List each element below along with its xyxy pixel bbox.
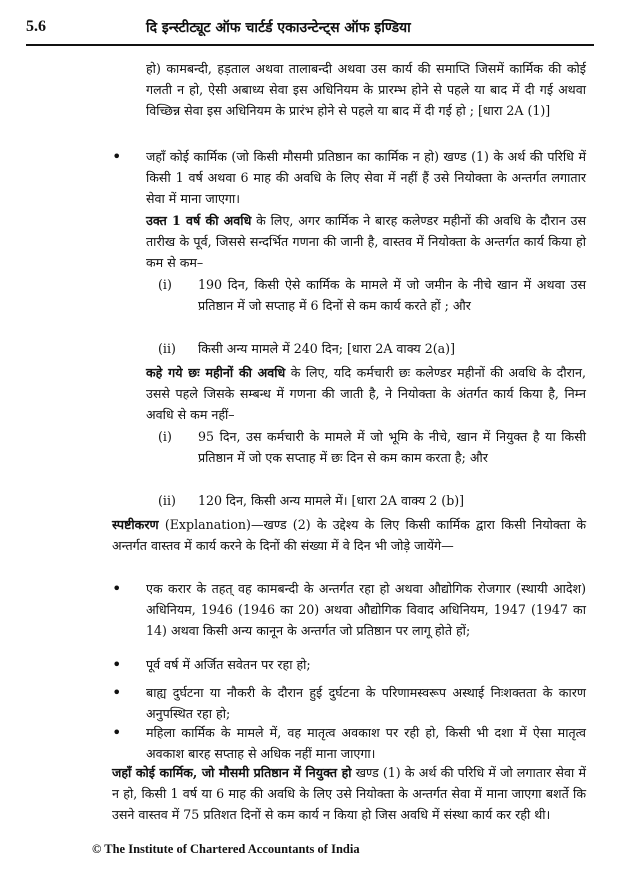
paragraph-seasonal-establishment [112,762,586,825]
bullet-marker: • [112,579,122,598]
list-item: 190 दिन, किसी ऐसे कार्मिक के मामले में जो जमीन के नीचे खान में अथवा उस प्रतिष्ठान में जो सप्ताह में 6 दिनों से कम कार्य करते हों ; और [198,277,586,313]
bullet-marker: • [112,147,122,166]
paragraph-text: के लिए, यदि कर्मचारी छः कलेण्डर महीनों की अवधि के दौरान, उससे पहले जिसके सम्बन्ध में गणना की जाती है, ने नियोक्ता के अंतर्गत कार्य किया है, निम्न अवधि से कम नहीं– [146,365,586,422]
bullet-marker: • [112,683,122,702]
header-rule [26,44,594,46]
page-number: 5.6 [26,18,46,35]
bullet-item: महिला कार्मिक के मामले में, वह मातृत्व अवकाश पर रही हो, किसी भी दशा में ऐसा मातृत्व अवकाश बारह सप्ताह से अधिक नहीं माना जाएगा। [146,725,586,761]
bold-term: जहाँ कोई कार्मिक, जो मौसमी प्रतिष्ठान में नियुक्त हो [112,765,352,780]
list-marker: (i) [158,277,172,292]
list-marker: (ii) [158,341,176,356]
bullet-item: पूर्व वर्ष में अर्जित सवेतन पर रहा हो; [146,657,311,672]
bullet-item: बाह्य दुर्घटना या नौकरी के दौरान हुई दुर्घटना के परिणामस्वरूप अस्थाई निःशक्तता के कारण अनुपस्थित रहा हो; [146,685,586,721]
bold-term: उक्त 1 वर्ष की अवधि [146,213,252,228]
paragraph-text: (Explanation)—खण्ड (2) के उद्देश्य के लिए किसी कार्मिक द्वारा किसी नियोक्ता के अन्तर्गत वास्तव में कार्य करने के दिनों की संख्या में वे दिन भी जोड़े जायेंगे— [112,517,586,553]
copyright-footer: © The Institute of Chartered Accountants of India [92,842,360,856]
paragraph-six-month-period [146,362,586,425]
bullet-item: एक करार के तहत् वह कामबन्दी के अन्तर्गत रहा हो अथवा औद्योगिक रोजगार (स्थायी आदेश) अधिनियम, 1946 (1946 का 20) अथवा औद्योगिक विवाद अधिनियम, 1947 (1947 का 14) अथवा किसी अन्य कानून के अन्तर्गत जो प्रतिष्ठान पर लागू होते हों; [146,581,586,638]
paragraph-one-year-period [146,210,586,273]
running-title: दि इन्स्टीट्यूट ऑफ चार्टर्ड एकाउन्टेन्ट्स ऑफ इण्डिया [146,20,411,36]
paragraph-text: खण्ड (1) के अर्थ की परिधि में जो लगातार सेवा में न हो, किसी 1 वर्ष या 6 माह की अवधि के लिए उसे नियोक्ता के अन्तर्गत सेवा में माना जाएगा बशर्ते कि उसने वास्तव में 75 प्रतिशत दिनों से कम कार्य न किया हो जिस अवधि में संस्था कार्य कर रही थी। [112,765,587,822]
list-item: 95 दिन, उस कर्मचारी के मामले में जो भूमि के नीचे, खान में नियुक्त है या किसी प्रतिष्ठान में जो एक सप्ताह में छः दिन से कम काम करता है; और [198,429,586,465]
bold-term: स्पष्टीकरण [112,517,159,532]
bullet-marker: • [112,655,122,674]
bold-term: कहे गये छः महीनों की अवधि [146,365,286,380]
list-marker: (ii) [158,493,176,508]
list-item: किसी अन्य मामले में 240 दिन; [धारा 2A वाक्य 2(a)] [198,341,455,356]
list-item: 120 दिन, किसी अन्य मामले में। [धारा 2A वाक्य 2 (b)] [198,493,465,508]
paragraph-explanation [112,514,586,556]
paragraph-text: के लिए, अगर कार्मिक ने बारह कलेण्डर महीनों की अवधि के दौरान उस तारीख के पूर्व, जिससे सन्दर्भित गणना की जानी है, वास्तव में नियोक्ता के अन्तर्गत कार्य किया हो कम से कम– [146,213,586,270]
list-marker: (i) [158,429,172,444]
bullet-marker: • [112,723,122,742]
paragraph-continued: हो) कामबन्दी, हड़ताल अथवा तालाबन्दी अथवा उस कार्य की समाप्ति जिसमें कार्मिक की कोई गलती न हो, ऐसी अबाध्य सेवा इस अधिनियम के प्रारम्भ होने से पहले या बाद में दी गई अथवा विच्छिन्न सेवा इस अधिनियम के प्रारंभ होने से पहले या बाद में दी गई हो ; [धारा 2A (1)] [146,61,586,118]
paragraph-bullet-continuous-service: जहाँ कोई कार्मिक (जो किसी मौसमी प्रतिष्ठान का कार्मिक न हो) खण्ड (1) के अर्थ की परिधि में किसी 1 वर्ष अथवा 6 माह की अवधि के लिए सेवा में नहीं हैं उसे नियोक्ता के अन्तर्गत लगातार सेवा में माना जाएगा। [146,149,586,206]
